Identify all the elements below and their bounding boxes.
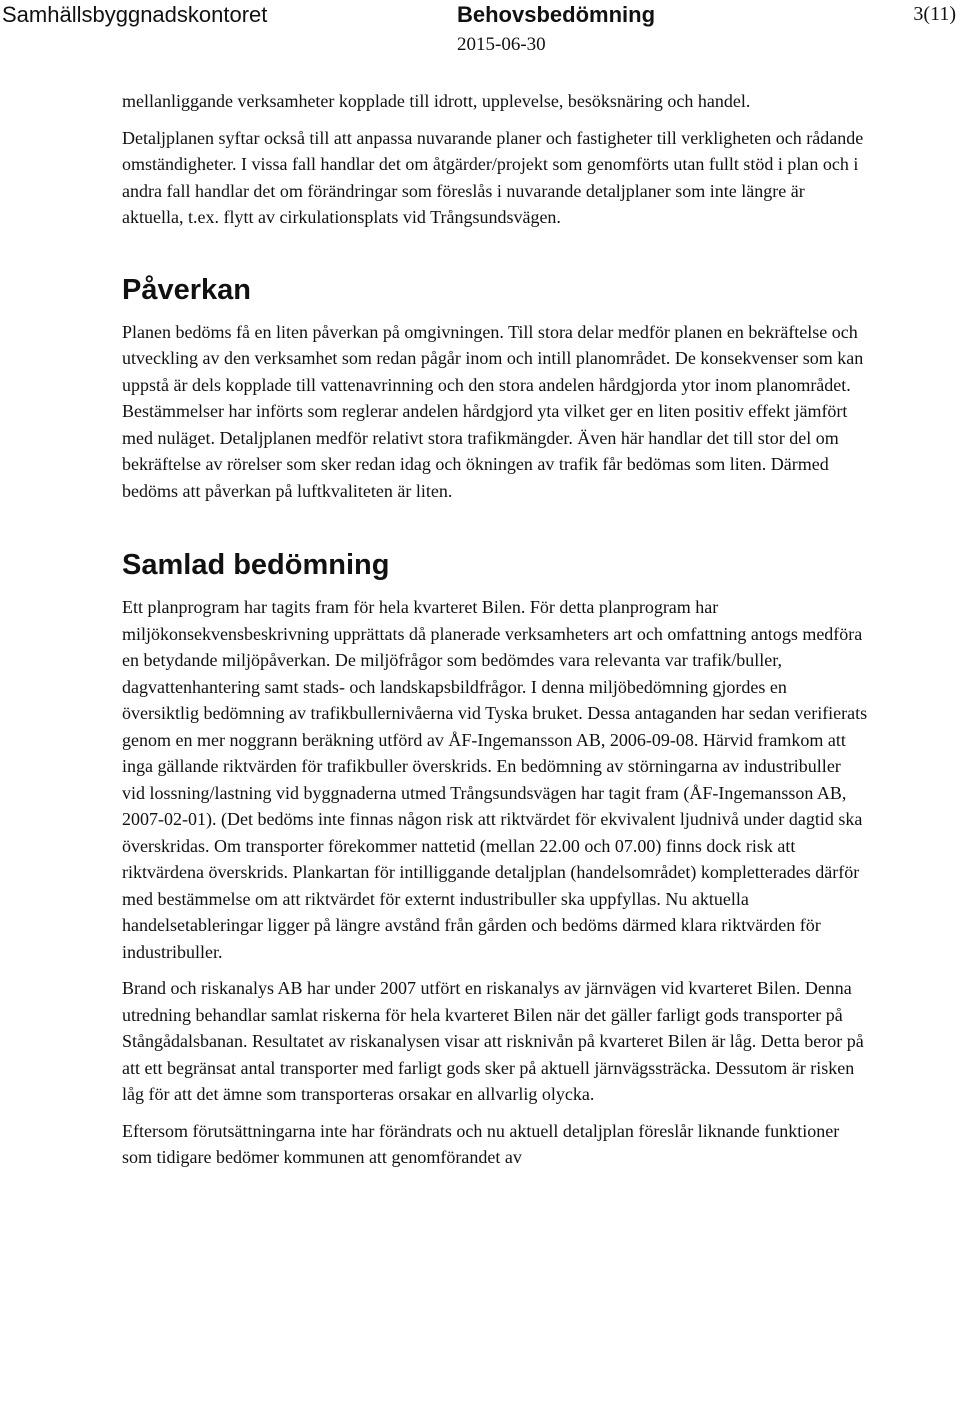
paverkan-paragraph: Planen bedöms få en liten påverkan på omgivningen. Till stora delar medför planen en bekräftelse och utveckling av den verksamhet som redan pågår inom och intill planområdet. De konsekvenser som kan uppstå är dels kopplade till vattenavrinning och den stora andelen hårdgjorda ytor inom planområdet. Bestämmelser har införts som reglerar andelen hårdgjord yta vilket ger en liten positiv effekt jämfört med nuläget. Detaljplanen medför relativt stora trafikmängder. Även här handlar det till stor del om bekräftelse av rörelser som sker redan idag och ökningen av trafik får bedömas som liten. Därmed bedöms att påverkan på luftkvaliteten är liten. [122,321,864,501]
section-heading-samlad-bedomning: Samlad bedömning [122,549,390,581]
samlad-paragraph-3: Eftersom förutsättningarna inte har förändrats och nu aktuell detaljplan föreslår liknande funktioner som tidigare bedömer kommunen att genomförandet av [122,1120,840,1167]
samlad-paragraph-1: Ett planprogram har tagits fram för hela kvarteret Bilen. För detta planprogram har miljökonsekvensbeskrivning upprättats då planerade verksamheters art och omfattning antogs medföra en betydande miljöpåverkan. De miljöfrågor som bedömdes vara relevanta var trafik/buller, dagvattenhantering samt stads- och landskapsbildfrågor. I denna miljöbedömning gjordes en översiktlig bedömning av trafikbullernivåerna vid Tyska bruket. Dessa antaganden har sedan verifierats genom en mer noggrann beräkning utförd av ÅF-Ingemansson AB, 2006-09-08. Härvid framkom att inga gällande riktvärden för trafikbuller överskrids. En bedömning av störningarna av industribuller vid lossning/lastning vid byggnaderna utmed Trångsundsvägen har tagit fram (ÅF-Ingemansson AB, 2007-02-01). (Det bedöms inte finnas någon risk att riktvärdet för ekvivalent ljudnivå under dagtid ska överskridas. Om transporter förekommer nattetid (mellan 22.00 och 07.00) finns dock risk att riktvärdena överskrids. Plankartan för intilliggande detaljplan (handelsområdet) kompletterades därför med bestämmelse om att riktvärdet för externt industribuller ska uppfyllas. Nu aktuella handelsetableringar ligger på längre avstånd från gården och bedöms därmed klara riktvärden för industribuller. [122,597,868,962]
document-date: 2015-06-30 [457,34,546,55]
section-heading-paverkan: Påverkan [122,273,251,306]
intro-paragraph-1: mellanliggande verksamheter kopplade till idrott, upplevelse, besöksnäring och handel. [122,91,751,111]
page-header [0,0,960,62]
document-body [122,88,868,1171]
organization-name: Samhällsbyggnadskontoret [2,2,268,27]
page-number: 3(11) [913,3,956,25]
document-title: Behovsbedömning [457,2,656,27]
intro-paragraph-2: Detaljplanen syftar också till att anpassa nuvarande planer och fastigheter till verkligheten och rådande omständigheter. I vissa fall handlar det om åtgärder/projekt som genomförts utan fullt stöd i plan och i andra fall handlar det om förändringar som föreslås i nuvarande detaljplaner som inte längre är aktuella, t.ex. flytt av cirkulationsplats vid Trångsundsvägen. [122,127,864,227]
samlad-paragraph-2: Brand och riskanalys AB har under 2007 utfört en riskanalys av järnvägen vid kvarteret Bilen. Denna utredning behandlar samlat riskerna för hela kvarteret Bilen när det gäller farligt gods transporter på Stångådalsbanan. Resultatet av riskanalysen visar att risknivån på kvarteret Bilen är låg. Detta beror på att ett begränsat antal transporter med farligt gods sker på aktuell järnvägssträcka. Dessutom är risken låg för att det ämne som transporteras orsakar en allvarlig olycka. [122,978,864,1104]
